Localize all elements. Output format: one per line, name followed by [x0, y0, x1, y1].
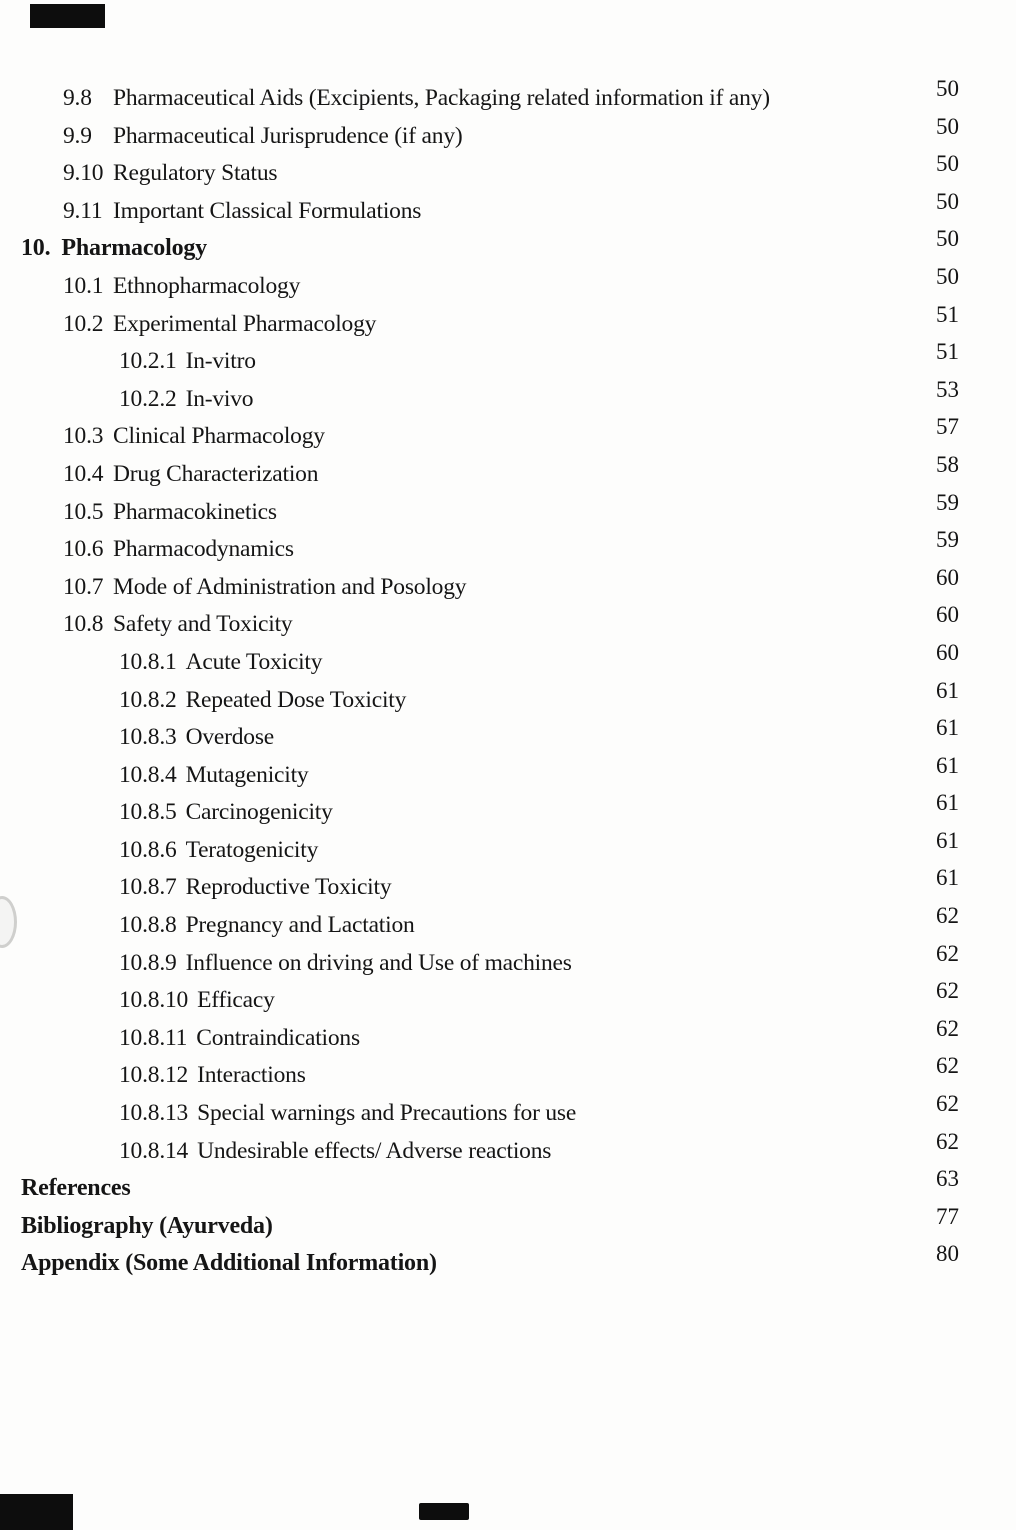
table-of-contents — [0, 76, 1016, 1282]
entry-page-number: 60 — [936, 602, 959, 628]
entry-title: Mutagenicity — [185, 761, 309, 788]
entry-page-number: 60 — [936, 564, 959, 590]
toc-entry — [0, 376, 1016, 418]
toc-entry — [0, 339, 1016, 380]
scan-artifact-bottom-left — [0, 1494, 73, 1530]
entry-section-number: 10.8.5 — [119, 799, 177, 826]
entry-page-number: 77 — [936, 1203, 959, 1229]
entry-page-number: 50 — [936, 263, 959, 289]
entry-section-number: 9.9 — [63, 122, 92, 149]
entry-page-number: 61 — [936, 827, 959, 853]
entry-page-number: 58 — [936, 451, 959, 477]
entry-title: Important Classical Formulations — [113, 197, 422, 224]
entry-title: Experimental Pharmacology — [113, 310, 377, 337]
entry-page-number: 59 — [936, 489, 959, 515]
entry-page-number: 63 — [936, 1166, 959, 1192]
toc-entry — [0, 790, 1016, 831]
entry-title: Overdose — [185, 724, 275, 751]
entry-title: Pharmaceutical Aids (Excipients, Packaging related information if any) — [113, 85, 770, 111]
toc-entry — [0, 827, 1016, 869]
entry-page-number: 61 — [936, 865, 959, 891]
entry-page-number: 62 — [936, 903, 959, 929]
entry-title: Repeated Dose Toxicity — [185, 686, 407, 713]
entry-page-number: 60 — [936, 639, 959, 665]
entry-section-number: 10.2.1 — [119, 348, 177, 375]
entry-section-number: 10.7 — [63, 573, 104, 600]
entry-section-number: 10.6 — [63, 536, 104, 563]
entry-title: Mode of Administration and Posology — [113, 573, 467, 600]
entry-page-number: 50 — [936, 113, 959, 139]
entry-title: Pharmacokinetics — [113, 498, 277, 525]
entry-section-number: 10.2 — [63, 310, 104, 337]
toc-entry — [0, 76, 1016, 117]
entry-title: Special warnings and Precautions for use — [197, 1100, 577, 1127]
entry-title: Ethnopharmacology — [113, 272, 301, 299]
entry-page-number: 62 — [936, 940, 959, 966]
toc-entry — [0, 639, 1016, 681]
toc-entry — [0, 1015, 1016, 1057]
entry-title: In-vivo — [185, 385, 254, 412]
entry-page-number: 51 — [936, 339, 959, 365]
entry-section-number: 10.8.7 — [119, 874, 177, 901]
entry-page-number: 62 — [936, 1128, 959, 1154]
entry-title: Pharmacodynamics — [113, 536, 294, 563]
entry-title: Interactions — [197, 1062, 306, 1089]
entry-title: Carcinogenicity — [185, 799, 333, 826]
entry-page-number: 50 — [936, 151, 959, 177]
entry-title: In-vitro — [185, 348, 256, 375]
toc-entry — [0, 677, 1016, 719]
entry-section-number: 10.8.8 — [119, 912, 177, 939]
entry-page-number: 62 — [936, 1053, 959, 1079]
entry-section-number: 10.8.1 — [119, 648, 177, 675]
scan-artifact-top-left — [30, 4, 105, 28]
entry-section-number: 10.8.10 — [119, 987, 189, 1014]
entry-section-number: 10.3 — [63, 423, 104, 450]
entry-title: Pharmacology — [61, 235, 207, 262]
toc-entry — [0, 865, 1016, 906]
entry-page-number: 62 — [936, 1015, 959, 1041]
toc-entry — [0, 1091, 1016, 1132]
entry-section-number: 10.2.2 — [119, 385, 177, 412]
entry-section-number: 10.8.2 — [119, 686, 177, 713]
toc-entry — [0, 226, 1016, 267]
entry-page-number: 61 — [936, 677, 959, 703]
entry-title: Pregnancy and Lactation — [185, 912, 415, 939]
entry-section-number: 10.8.13 — [119, 1100, 189, 1127]
toc-entry — [0, 151, 1016, 192]
entry-page-number: 80 — [936, 1241, 959, 1267]
toc-entry — [0, 301, 1016, 343]
toc-entry — [0, 1203, 1016, 1245]
entry-title: Safety and Toxicity — [113, 611, 293, 638]
entry-title: Pharmaceutical Jurisprudence (if any) — [113, 122, 463, 149]
entry-section-number: 9.11 — [63, 197, 103, 224]
toc-entry — [0, 564, 1016, 606]
entry-page-number: 50 — [936, 226, 959, 252]
toc-entry — [0, 940, 1016, 982]
entry-page-number: 50 — [936, 76, 959, 101]
entry-section-number: 10.8.14 — [119, 1137, 189, 1164]
entry-page-number: 59 — [936, 527, 959, 553]
entry-section-number: 9.8 — [63, 85, 92, 111]
entry-title: Clinical Pharmacology — [113, 423, 325, 450]
toc-entry — [0, 602, 1016, 643]
entry-section-number: 10.8.6 — [119, 836, 177, 863]
toc-entry — [0, 188, 1016, 230]
toc-entry — [0, 1128, 1016, 1170]
entry-page-number: 61 — [936, 752, 959, 778]
entry-section-number: 10.1 — [63, 272, 104, 299]
entry-section-number: 10.8.12 — [119, 1062, 189, 1089]
scan-artifact-bottom-center — [419, 1503, 469, 1520]
entry-title: Teratogenicity — [185, 836, 319, 863]
entry-title: Appendix (Some Additional Information) — [21, 1250, 437, 1277]
toc-entry — [0, 263, 1016, 305]
entry-title: Undesirable effects/ Adverse reactions — [197, 1137, 552, 1164]
entry-section-number: 10. — [21, 235, 51, 262]
entry-section-number: 10.8.3 — [119, 724, 177, 751]
toc-entry — [0, 1166, 1016, 1207]
entry-title: Influence on driving and Use of machines — [185, 949, 572, 976]
entry-page-number: 61 — [936, 715, 959, 741]
toc-entry — [0, 527, 1016, 568]
entry-section-number: 10.5 — [63, 498, 104, 525]
entry-page-number: 62 — [936, 1091, 959, 1117]
toc-entry — [0, 489, 1016, 531]
entry-section-number: 10.8.9 — [119, 949, 177, 976]
entry-page-number: 62 — [936, 978, 959, 1004]
toc-entry — [0, 1053, 1016, 1094]
entry-title: Contraindications — [196, 1024, 360, 1051]
toc-entry — [0, 752, 1016, 794]
toc-entry — [0, 113, 1016, 155]
entry-title: Reproductive Toxicity — [185, 874, 392, 901]
toc-entry — [0, 978, 1016, 1019]
entry-title: Regulatory Status — [113, 160, 278, 187]
entry-title: References — [21, 1175, 131, 1202]
entry-section-number: 10.4 — [63, 460, 104, 487]
toc-entry — [0, 715, 1016, 756]
toc-entry — [0, 414, 1016, 455]
entry-title: Acute Toxicity — [185, 648, 323, 675]
entry-title: Efficacy — [197, 987, 275, 1014]
toc-entry — [0, 451, 1016, 493]
toc-entry — [0, 903, 1016, 944]
entry-page-number: 53 — [936, 376, 959, 402]
entry-page-number: 61 — [936, 790, 959, 816]
entry-title: Bibliography (Ayurveda) — [21, 1212, 273, 1239]
entry-section-number: 10.8 — [63, 611, 104, 638]
entry-section-number: 10.8.4 — [119, 761, 177, 788]
entry-section-number: 10.8.11 — [119, 1024, 188, 1051]
entry-page-number: 57 — [936, 414, 959, 440]
entry-page-number: 51 — [936, 301, 959, 327]
entry-title: Drug Characterization — [113, 460, 319, 487]
toc-entry — [0, 1241, 1016, 1282]
entry-page-number: 50 — [936, 188, 959, 214]
entry-section-number: 9.10 — [63, 160, 104, 187]
